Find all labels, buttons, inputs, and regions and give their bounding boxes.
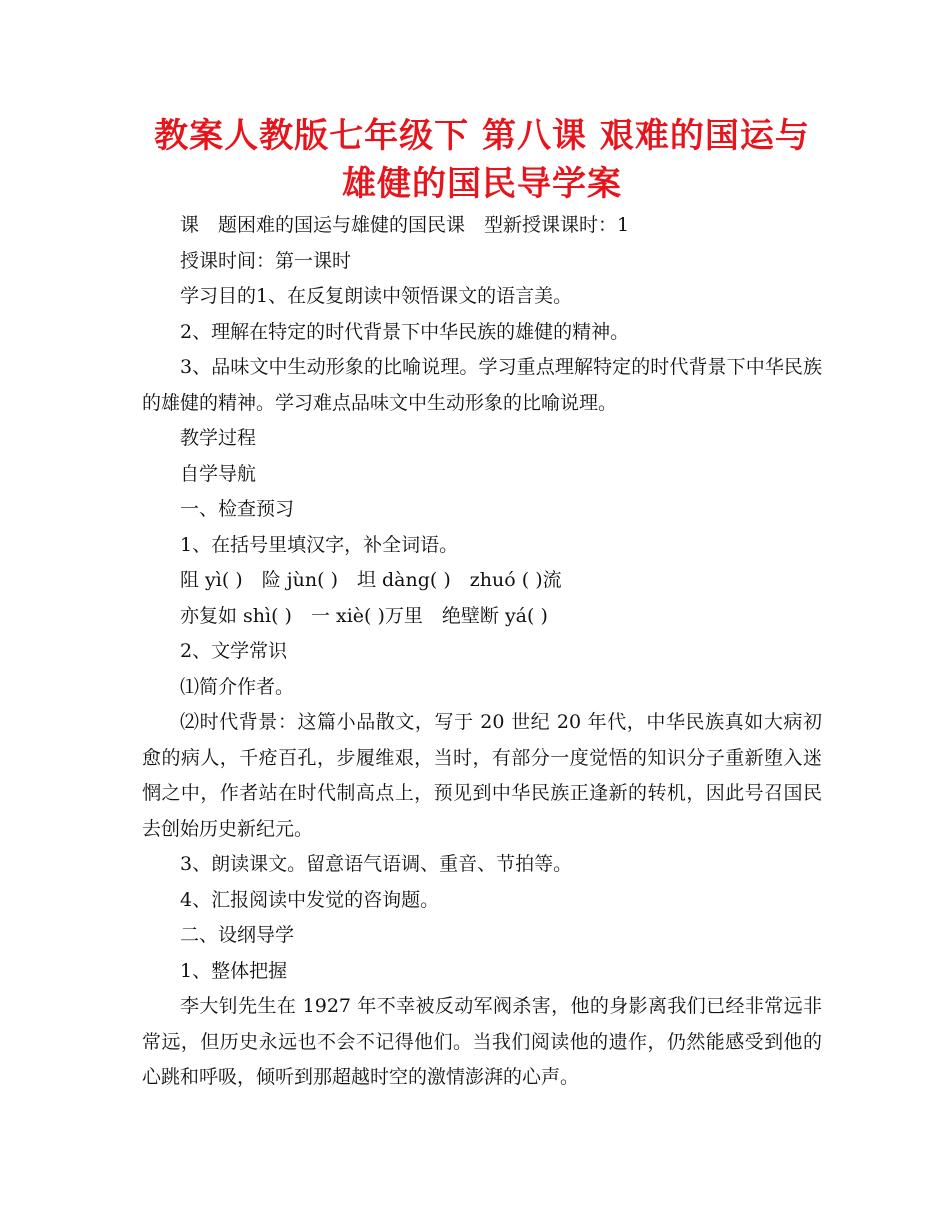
paragraph-objective-2: 2、理解在特定的时代背景下中华民族的雄健的精神。	[180, 320, 630, 343]
paragraph-objective-3: 3、品味文中生动形象的比喻说理。学习重点理解特定的时代背景下中华民族的雄健的精神。学习难点品味文中生动形象的比喻说理。	[142, 356, 822, 414]
paragraph-read-aloud: 3、朗读课文。留意语气语调、重音、节拍等。	[180, 853, 573, 875]
heading-self-study: 自学导航	[180, 462, 257, 485]
heading-literary-knowledge: 2、文学常识	[180, 640, 288, 662]
document-title	[142, 112, 822, 208]
paragraph-pinyin-line-2: 亦复如 shì( ) 一 xiè( )万里 绝壁断 yá( )	[180, 604, 548, 627]
paragraph-li-dazhao: 李大钊先生在 1927 年不幸被反动军阀杀害，他的身影离我们已经非常远非常远，但历史永远也不会不记得他们。当我们阅读他的遗作，仍然能感受到他的心跳和呼吸，倾听到那超越时空的激情澎湃的心声。	[142, 995, 822, 1088]
paragraph-class-time: 授课时间：第一课时	[180, 249, 352, 272]
paragraph-lesson-info: 课 题困难的国运与雄健的国民课 型新授课课时：1	[180, 214, 630, 236]
heading-preview-check: 一、检查预习	[180, 498, 295, 520]
paragraph-objective-1: 学习目的1、在反复朗读中领悟课文的语言美。	[180, 285, 573, 307]
paragraph-fill-blanks: 1、在括号里填汉字，补全词语。	[180, 533, 459, 556]
paragraph-report-questions: 4、汇报阅读中发觉的咨询题。	[180, 888, 440, 911]
paragraph-pinyin-line-1: 阻 yì( ) 险 jùn( ) 坦 dàng( ) zhuó ( )流	[180, 569, 562, 591]
paragraph-author-intro: ⑴简介作者。	[180, 675, 295, 698]
paragraph-background: ⑵时代背景：这篇小品散文，写于 20 世纪 20 年代，中华民族真如大病初愈的病人，千疮百孔，步履维艰，当时，有部分一度觉悟的知识分子重新堕入迷惘之中，作者站在时代制高点上，预见到中华民族正逢新的转机，因此号召国民去创始历史新纪元。	[142, 711, 822, 840]
heading-overall-grasp: 1、整体把握	[180, 959, 288, 982]
document-body	[142, 208, 822, 1096]
heading-guided-study: 二、设纲导学	[180, 924, 295, 946]
document-page	[142, 112, 822, 1096]
heading-teaching-process: 教学过程	[180, 427, 257, 449]
title-line-2: 雄健的国民导学案	[342, 164, 622, 204]
title-line-1: 教案人教版七年级下 第八课 艰难的国运与	[154, 116, 810, 156]
